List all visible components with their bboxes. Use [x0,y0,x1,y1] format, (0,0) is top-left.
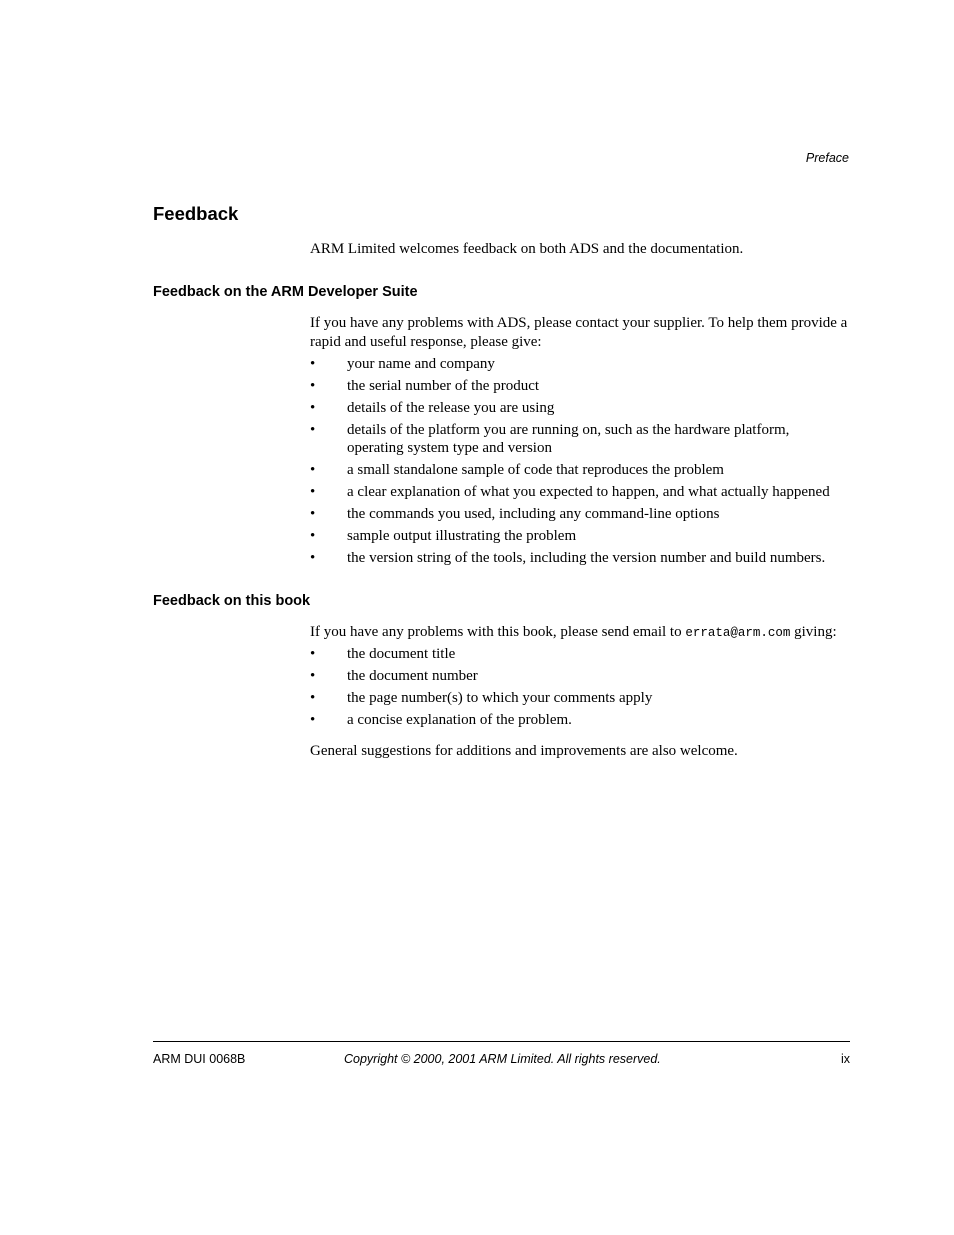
footer-rule [153,1041,850,1042]
list-item-text: the commands you used, including any command-line options [347,506,720,522]
feedback-heading: Feedback [153,203,239,224]
list-item-text: details of the platform you are running on, such as the hardware platform, operating system type and version [347,422,790,456]
bullet-mark: • [310,528,316,544]
list-item [310,689,855,707]
errata-email-address: errata@arm.com [685,626,791,640]
list-item-text: the serial number of the product [347,378,540,394]
book-feedback-heading: Feedback on this book [153,593,311,609]
list-item-text: a clear explanation of what you expected to happen, and what actually happened [347,484,830,500]
list-item-text: details of the release you are using [347,400,555,416]
suite-feedback-intro: If you have any problems with ADS, please contact your supplier. To help them provide a rapid and useful response, please give: [310,315,848,350]
book-feedback-closing: General suggestions for additions and improvements are also welcome. [310,743,738,759]
list-item [310,711,855,729]
list-item-text: a small standalone sample of code that reproduces the problem [347,462,724,478]
list-item [310,483,855,501]
list-item [310,645,855,663]
suite-feedback-heading: Feedback on the ARM Developer Suite [153,284,418,300]
list-item-text: sample output illustrating the problem [347,528,577,544]
footer-copyright: Copyright © 2000, 2001 ARM Limited. All rights reserved. [344,1052,661,1066]
list-item [310,355,855,373]
list-item [310,667,855,685]
book-intro-before: If you have any problems with this book, please send email to [310,624,682,640]
list-item [310,505,855,523]
bullet-mark: • [310,484,316,500]
bullet-mark: • [310,668,316,684]
book-feedback-intro [310,623,855,643]
bullet-mark: • [310,422,316,438]
list-item-text: the version string of the tools, including the version number and build numbers. [347,550,826,566]
list-item [310,549,855,567]
book-feedback-list [310,645,855,733]
bullet-mark: • [310,550,316,566]
list-item [310,461,855,479]
list-item [310,421,855,457]
bullet-mark: • [310,646,316,662]
bullet-mark: • [310,506,316,522]
bullet-mark: • [310,400,316,416]
bullet-mark: • [310,462,316,478]
list-item-text: the document number [347,668,478,684]
list-item [310,527,855,545]
footer-document-id: ARM DUI 0068B [153,1052,246,1066]
footer-page-number: ix [840,1052,850,1066]
feedback-intro: ARM Limited welcomes feedback on both ADS and the documentation. [310,241,744,257]
bullet-mark: • [310,378,316,394]
list-item-text: a concise explanation of the problem. [347,712,572,728]
bullet-mark: • [310,690,316,706]
book-intro-after: giving: [794,624,837,640]
running-header-section: Preface [805,151,849,165]
list-item-text: the document title [347,646,456,662]
list-item-text: your name and company [347,356,495,372]
bullet-mark: • [310,356,316,372]
suite-feedback-list [310,355,855,571]
bullet-mark: • [310,712,316,728]
list-item [310,399,855,417]
list-item [310,377,855,395]
list-item-text: the page number(s) to which your comments apply [347,690,653,706]
